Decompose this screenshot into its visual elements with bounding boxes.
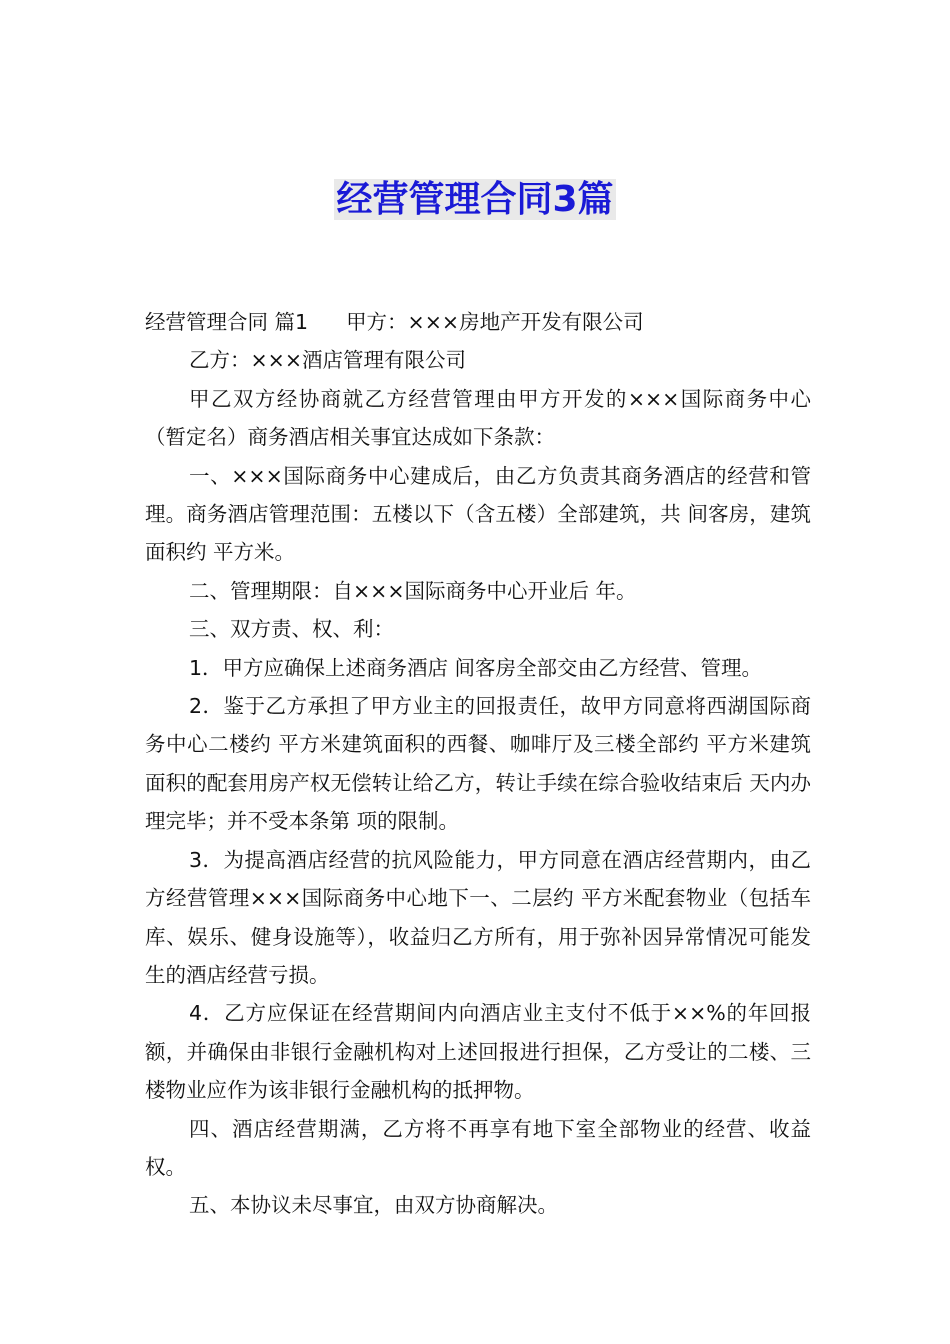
paragraph-clause-5: 五、本协议未尽事宜，由双方协商解决。 — [189, 1193, 558, 1218]
document-body — [145, 303, 811, 1225]
paragraph-item-1: 1．甲方应确保上述商务酒店 间客房全部交由乙方经营、管理。 — [189, 655, 763, 680]
paragraph-clause-4: 四、酒店经营期满，乙方将不再享有地下室全部物业的经营、收益权。 — [145, 1116, 811, 1179]
paragraph-item-3: 3．为提高酒店经营的抗风险能力，甲方同意在酒店经营期内，由乙方经营管理×××国际商务中心地下一、二层约 平方米配套物业（包括车库、娱乐、健身设施等），收益归乙方所有，用于弥补因异常情况可能发生的酒店经营亏损。 — [145, 847, 811, 987]
contract-heading: 经营管理合同 篇1 — [145, 310, 309, 334]
paragraph-preamble: 甲乙双方经协商就乙方经营管理由甲方开发的×××国际商务中心（暂定名）商务酒店相关事宜达成如下条款： — [145, 386, 811, 450]
paragraph-clause-3: 三、双方责、权、利： — [189, 617, 394, 642]
paragraph-item-4: 4．乙方应保证在经营期间内向酒店业主支付不低于××%的年回报额，并确保由非银行金融机构对上述回报进行担保，乙方受让的二楼、三楼物业应作为该非银行金融机构的抵押物。 — [145, 1001, 811, 1103]
paragraph-clause-1: 一、×××国际商务中心建成后，由乙方负责其商务酒店的经营和管理。商务酒店管理范围：五楼以下（含五楼）全部建筑，共 间客房，建筑面积约 平方米。 — [145, 463, 811, 565]
party-a-line: 甲方：×××房地产开发有限公司 — [346, 310, 644, 334]
paragraph-clause-2: 二、管理期限：自×××国际商务中心开业后 年。 — [189, 578, 637, 603]
document-title — [0, 176, 950, 224]
paragraph-item-2: 2．鉴于乙方承担了甲方业主的回报责任，故甲方同意将西湖国际商务中心二楼约 平方米建筑面积的西餐、咖啡厅及三楼全部约 平方米建筑面积的配套用房产权无偿转让给乙方，转让手续在综合验收结束后 天内办理完毕；并不受本条第 项的限制。 — [145, 694, 811, 834]
party-b-line: 乙方：×××酒店管理有限公司 — [189, 348, 467, 373]
first-line — [145, 303, 811, 341]
document-title-text: 经营管理合同3篇 — [336, 179, 614, 220]
